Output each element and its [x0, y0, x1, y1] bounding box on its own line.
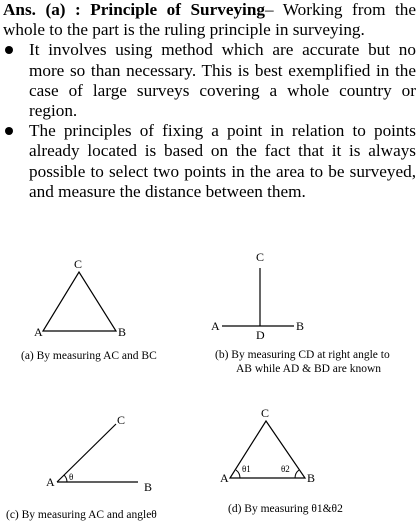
- heading-dash: –: [264, 0, 283, 19]
- bullet-text-1: It involves using method which are accurate but no more so than necessary. This is best exemplified in the case of large surveys covering a whole country or region.: [29, 40, 416, 121]
- caption-a: (a) By measuring AC and BC: [21, 350, 157, 362]
- label-c: C: [117, 413, 126, 427]
- label-d: D: [256, 328, 265, 342]
- answer-heading: Ans. (a) : Principle of Surveying: [3, 0, 265, 19]
- caption-b-line2: AB while AD & BD are known: [236, 363, 382, 375]
- label-a: A: [46, 475, 55, 489]
- label-b: B: [118, 325, 127, 339]
- label-theta: θ: [69, 472, 74, 482]
- label-c: C: [256, 250, 265, 264]
- label-b: B: [307, 471, 316, 485]
- caption-b-line1: (b) By measuring CD at right angle to: [215, 349, 390, 361]
- label-b: B: [144, 480, 153, 494]
- label-c: C: [261, 406, 270, 420]
- caption-c: (c) By measuring AC and angleθ: [6, 509, 157, 521]
- figure-d: [220, 406, 343, 515]
- caption-d: (d) By measuring θ1&θ2: [228, 503, 343, 515]
- figure-b: [211, 250, 390, 375]
- label-theta1: θ1: [242, 464, 251, 474]
- figure-c: [6, 413, 157, 521]
- angle-arc: [64, 475, 67, 482]
- bullet-text-2: The principles of fixing a point in relation to points already located is based on the fact that it is always possible to select two points in the area to be surveyed, and measure the distance between them.: [29, 121, 416, 201]
- figure-a: [21, 257, 157, 362]
- label-a: A: [220, 471, 229, 485]
- label-b: B: [296, 319, 305, 333]
- label-theta2: θ2: [281, 464, 290, 474]
- line-ac: [57, 424, 116, 482]
- label-a: A: [34, 325, 43, 339]
- angle-arc-1: [236, 470, 240, 478]
- label-c: C: [74, 257, 83, 271]
- angle-arc-2: [295, 470, 299, 478]
- label-a: A: [211, 319, 220, 333]
- answer-intro: Working from the whole to the part is the ruling principle in surveying.: [3, 0, 416, 40]
- triangle-abc: [43, 272, 116, 331]
